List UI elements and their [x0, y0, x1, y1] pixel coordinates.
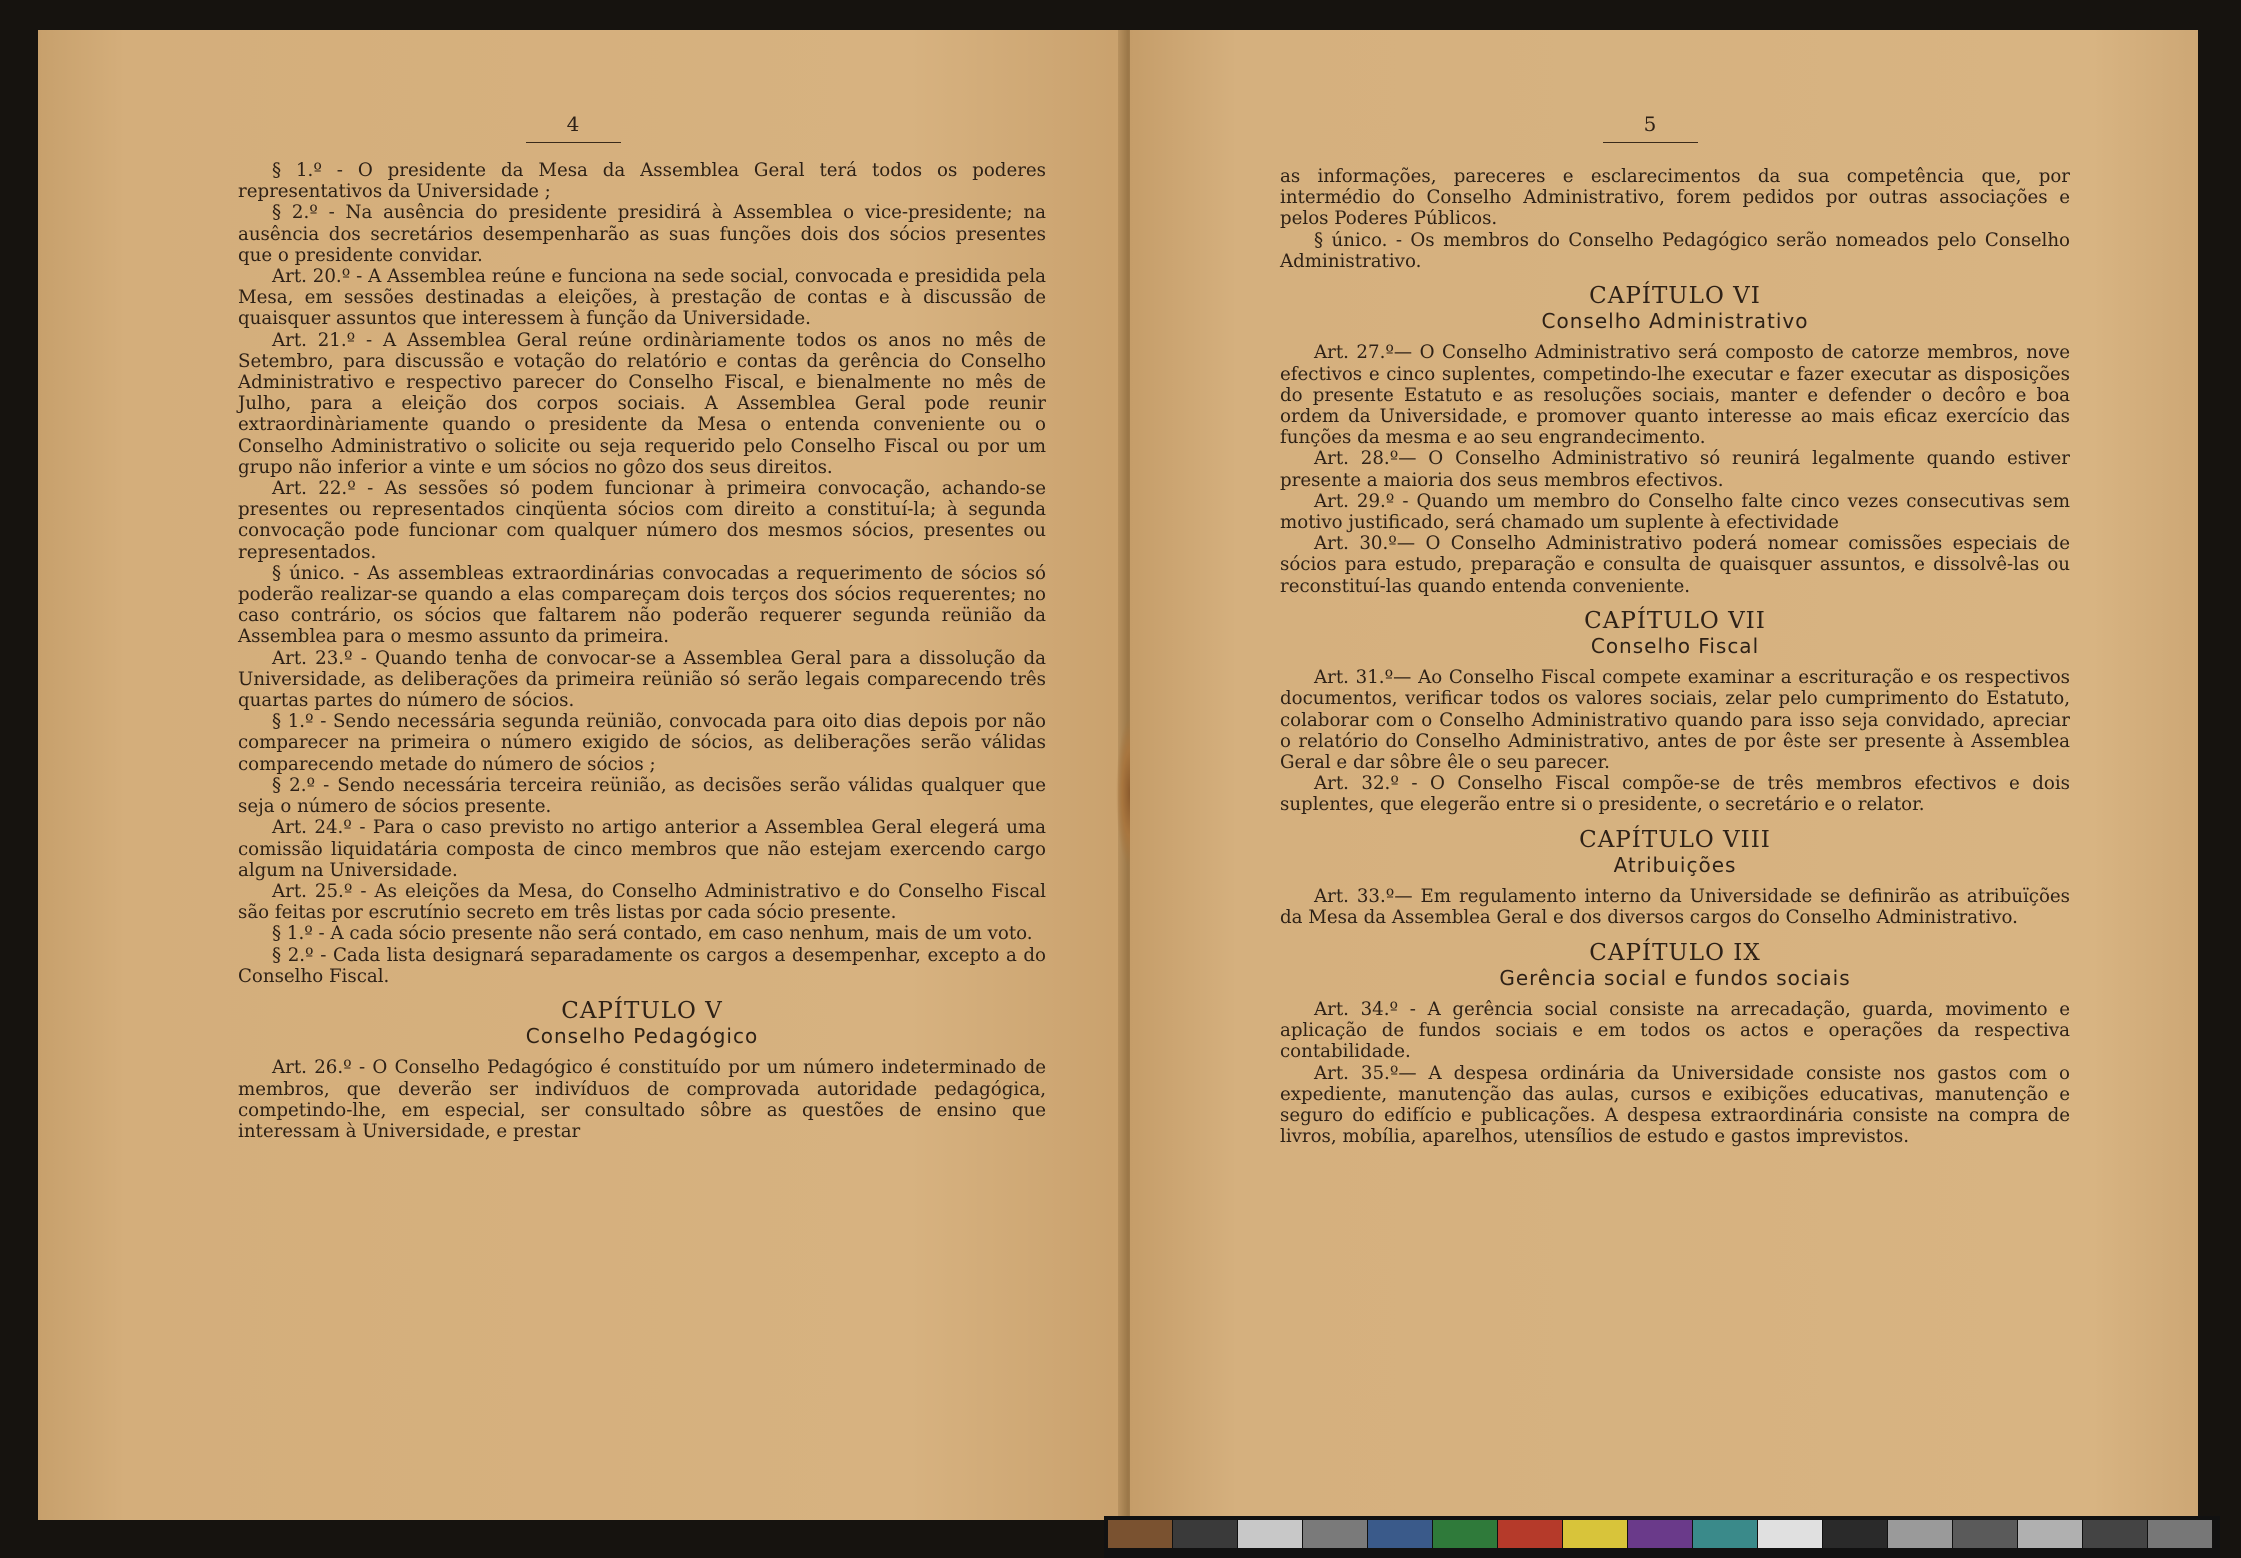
calibration-swatch: [1108, 1520, 1172, 1548]
article-paragraph: § 2.º - Sendo necessária terceira reünião, as decisões serão válidas qualquer que seja o número de sócios presente.: [238, 774, 1046, 818]
calibration-swatch: [1498, 1520, 1562, 1548]
article-paragraph: § único. - As assembleas extraordinárias convocadas a requerimento de sócios só poderão realizar-se quando a elas compareçam dois terços dos sócios requerentes; no caso contrário, os sócios que faltarem não poderão requerer segunda reünião da Assemblea para o mesmo assunto da primeira.: [238, 562, 1046, 648]
calibration-swatch: [1303, 1520, 1367, 1548]
left-page-text: [238, 160, 1046, 1142]
calibration-swatch: [1823, 1520, 1887, 1548]
calibration-swatch: [2018, 1520, 2082, 1548]
chapter-subtitle: Atribuições: [1613, 852, 1737, 877]
chapter-heading: CAPÍTULO IX: [1589, 939, 1761, 966]
right-page-text: [1280, 166, 2070, 1147]
article-paragraph: as informações, pareceres e esclarecimentos da sua competência que, por intermédio do Conselho Administrativo, forem pedidos por outras associações e pelos Poderes Públicos.: [1280, 166, 2070, 230]
calibration-swatch: [1433, 1520, 1497, 1548]
article-paragraph: Art. 30.º— O Conselho Administrativo poderá nomear comissões especiais de sócios para estudo, preparação e consulta de quaisquer assuntos, e dissolvê-las ou reconstituí-las quando entenda conveniente.: [1280, 533, 2070, 597]
calibration-swatch: [1693, 1520, 1757, 1548]
chapter-heading: CAPÍTULO VI: [1589, 283, 1761, 310]
calibration-swatch: [1888, 1520, 1952, 1548]
page-number-rule: [526, 142, 621, 143]
chapter-heading: CAPÍTULO VII: [1584, 607, 1766, 634]
chapter-subtitle: Conselho Pedagógico: [525, 1024, 759, 1049]
article-paragraph: § 1.º - A cada sócio presente não será contado, em caso nenhum, mais de um voto.: [272, 923, 1033, 945]
chapter-heading: CAPÍTULO V: [561, 997, 723, 1024]
calibration-swatch: [1628, 1520, 1692, 1548]
article-paragraph: Art. 23.º - Quando tenha de convocar-se a Assemblea Geral para a dissolução da Universidade, as deliberações da primeira reünião só serão legais comparecendo três quartas partes do número de sócios.: [238, 647, 1046, 712]
article-paragraph: Art. 27.º— O Conselho Administrativo será composto de catorze membros, nove efectivos e cinco suplentes, competindo-lhe executar e fazer executar as disposições do presente Estatuto e as resoluções sociais, manter e defender o decôro e boa ordem da Universidade, e promover quanto interesse ao mais eficaz exercício das funções da mesma e ao seu engrandecimento.: [1280, 342, 2070, 449]
article-paragraph: Art. 26.º - O Conselho Pedagógico é constituído por um número indeterminado de membros, que deverão ser indivíduos de comprovada autoridade pedagógica, competindo-lhe, em especial, ser consultado sôbre as questões de ensino que interessam à Universidade, e prestar: [238, 1057, 1046, 1142]
book-spread: [38, 30, 2198, 1520]
page-number: 4: [523, 112, 623, 143]
article-paragraph: Art. 32.º - O Conselho Fiscal compõe-se de três membros efectivos e dois suplentes, que elegerão entre si o presidente, o secretário e o relator.: [1280, 773, 2070, 816]
article-paragraph: Art. 28.º— O Conselho Administrativo só reunirá legalmente quando estiver presente a maioria dos seus membros efectivos.: [1280, 448, 2070, 491]
article-paragraph: Art. 22.º - As sessões só podem funcionar à primeira convocação, achando-se presentes ou representados cinqüenta sócios com direito a constituí-la; à segunda convocação pode funcionar com qualquer número dos mesmos sócios, presentes ou representados.: [238, 478, 1046, 563]
page-number-rule: [1603, 142, 1698, 143]
article-paragraph: § único. - Os membros do Conselho Pedagógico serão nomeados pelo Conselho Administrativo.: [1280, 229, 2070, 272]
article-paragraph: Art. 33.º— Em regulamento interno da Universidade se definirão as atribuïções da Mesa da Assemblea Geral e dos diversos cargos do Conselho Administrativo.: [1280, 886, 2070, 929]
calibration-swatch: [1758, 1520, 1822, 1548]
calibration-swatch: [2083, 1520, 2147, 1548]
article-paragraph: § 2.º - Cada lista designará separadamente os cargos a desempenhar, excepto a do Conselho Fiscal.: [238, 944, 1046, 987]
left-page: [38, 30, 1126, 1520]
right-page: [1130, 30, 2198, 1520]
article-paragraph: Art. 31.º— Ao Conselho Fiscal compete examinar a escrituração e os respectivos documentos, verificar todos os valores sociais, zelar pelo cumprimento do Estatuto, colaborar com o Conselho Administrativo quando para isso seja convidado, apreciar o relatório do Conselho Administrativo, antes de por êste ser presente à Assemblea Geral e dar sôbre êle o seu parecer.: [1280, 667, 2070, 774]
calibration-swatch: [1563, 1520, 1627, 1548]
calibration-swatch: [1953, 1520, 2017, 1548]
article-paragraph: Art. 29.º - Quando um membro do Conselho falte cinco vezes consecutivas sem motivo justificado, será chamado um suplente à efectividade: [1280, 490, 2070, 534]
chapter-subtitle: Gerência social e fundos sociais: [1499, 965, 1851, 990]
article-paragraph: Art. 35.º— A despesa ordinária da Universidade consiste nos gastos com o expediente, manutenção das aulas, cursos e exibições educativas, manutenção e seguro do edifício e publicações. A despesa extraordinária consiste na compra de livros, mobília, aparelhos, utensílios de estudo e gastos imprevistos.: [1280, 1062, 2070, 1148]
article-paragraph: Art. 24.º - Para o caso previsto no artigo anterior a Assemblea Geral elegerá uma comissão liquidatária composta de cinco membros que não estejam exercendo cargo algum na Universidade.: [238, 817, 1046, 881]
article-paragraph: Art. 20.º - A Assemblea reúne e funciona na sede social, convocada e presidida pela Mesa, em sessões destinadas a eleições, à prestação de contas e à discussão de quaisquer assuntos que interessem à função da Universidade.: [238, 266, 1046, 330]
article-paragraph: Art. 34.º - A gerência social consiste na arrecadação, guarda, movimento e aplicação de fundos sociais e em todos os actos e operações da respectiva contabilidade.: [1280, 998, 2070, 1063]
article-paragraph: § 2.º - Na ausência do presidente presidirá à Assemblea o vice-presidente; na ausência dos secretários desempenharão as suas funções dois dos sócios presentes que o presidente convidar.: [238, 202, 1046, 266]
calibration-swatch: [1238, 1520, 1302, 1548]
calibration-swatch: [1368, 1520, 1432, 1548]
calibration-swatch: [2148, 1520, 2212, 1548]
color-calibration-strip: [1104, 1516, 2220, 1558]
chapter-subtitle: Conselho Administrativo: [1541, 309, 1809, 334]
page-number: 5: [1600, 112, 1700, 143]
calibration-swatch: [1173, 1520, 1237, 1548]
chapter-subtitle: Conselho Fiscal: [1590, 634, 1760, 659]
article-paragraph: § 1.º - O presidente da Mesa da Assemblea Geral terá todos os poderes representativos da Universidade ;: [238, 160, 1046, 203]
article-paragraph: Art. 25.º - As eleições da Mesa, do Conselho Administrativo e do Conselho Fiscal são feitas por escrutínio secreto em três listas por cada sócio presente.: [238, 880, 1046, 924]
article-paragraph: Art. 21.º - A Assemblea Geral reúne ordinàriamente todos os anos no mês de Setembro, para discussão e votação do relatório e contas da gerência do Conselho Administrativo e respectivo parecer do Conselho Fiscal, e bienalmente no mês de Julho, para a eleição dos corpos sociais. A Assemblea Geral pode reunir extraordinàriamente quando o presidente da Mesa o entenda conveniente ou o Conselho Administrativo o solicite ou seja requerido pelo Conselho Fiscal ou por um grupo não inferior a vinte e um sócios no gôzo dos seus direitos.: [238, 329, 1046, 478]
article-paragraph: § 1.º - Sendo necessária segunda reünião, convocada para oito dias depois por não comparecer na primeira o número exigido de sócios, as deliberações serão válidas comparecendo metade do número de sócios ;: [238, 711, 1046, 775]
chapter-heading: CAPÍTULO VIII: [1579, 826, 1771, 853]
